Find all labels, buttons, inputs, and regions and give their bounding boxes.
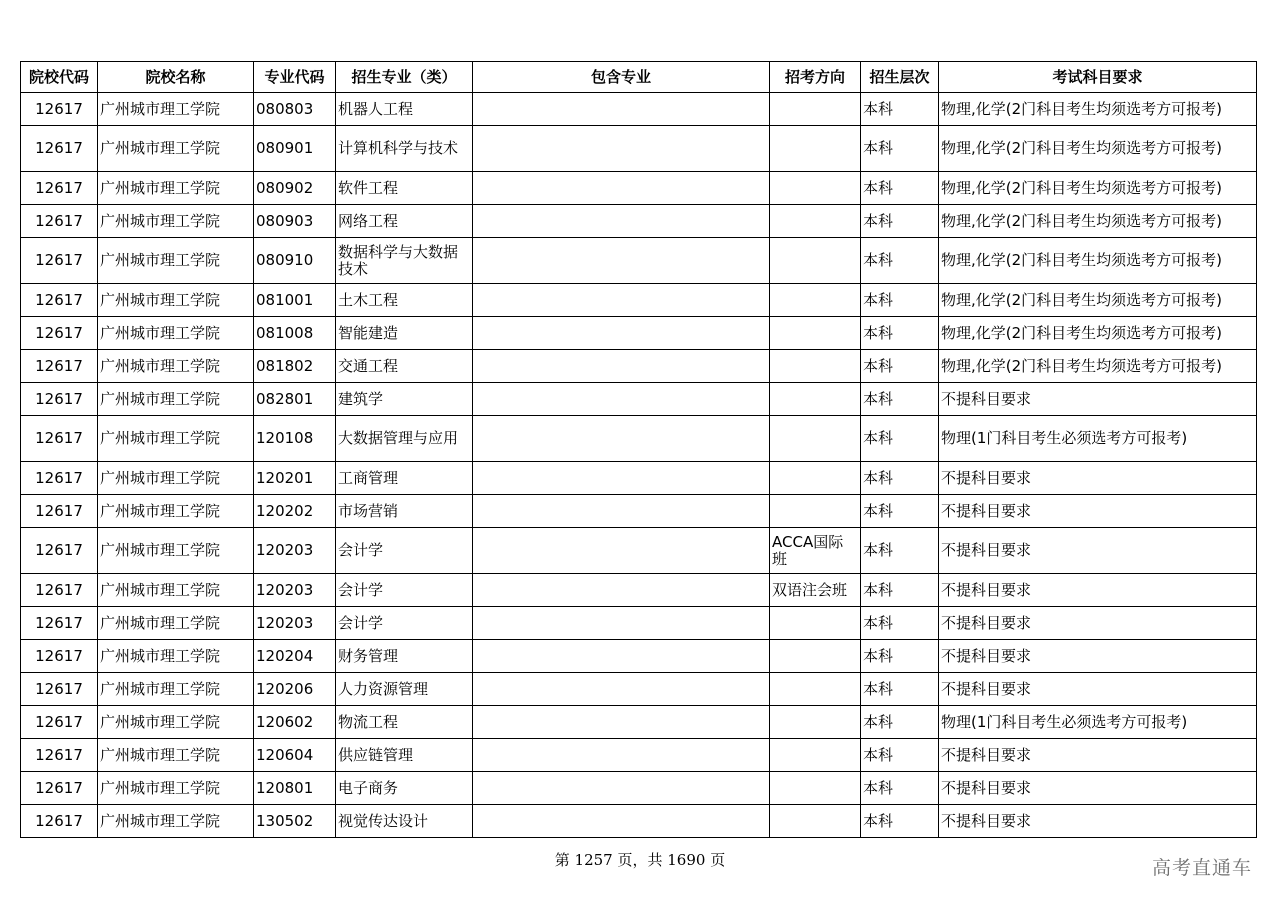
cell-school-name: 广州城市理工学院	[98, 640, 254, 673]
cell-major-code: 081001	[254, 284, 336, 317]
cell-level: 本科	[861, 317, 939, 350]
cell-school-code: 12617	[21, 172, 98, 205]
cell-included-majors	[473, 416, 770, 462]
cell-direction	[770, 706, 861, 739]
cell-major-code: 120203	[254, 574, 336, 607]
table-row	[21, 284, 1257, 317]
cell-included-majors	[473, 383, 770, 416]
cell-school-name: 广州城市理工学院	[98, 416, 254, 462]
cell-major: 财务管理	[336, 640, 473, 673]
table-row	[21, 495, 1257, 528]
cell-included-majors	[473, 495, 770, 528]
cell-major-code: 120204	[254, 640, 336, 673]
cell-included-majors	[473, 805, 770, 838]
table-row	[21, 528, 1257, 574]
cell-major: 会计学	[336, 528, 473, 574]
cell-school-name: 广州城市理工学院	[98, 706, 254, 739]
cell-major: 软件工程	[336, 172, 473, 205]
cell-major-code: 120801	[254, 772, 336, 805]
cell-direction	[770, 238, 861, 284]
cell-direction	[770, 172, 861, 205]
cell-level: 本科	[861, 673, 939, 706]
table-body	[21, 93, 1257, 838]
cell-requirement: 物理(1门科目考生必须选考方可报考)	[939, 706, 1257, 739]
cell-major-code: 080901	[254, 126, 336, 172]
cell-direction	[770, 607, 861, 640]
cell-school-code: 12617	[21, 574, 98, 607]
cell-major-code: 080803	[254, 93, 336, 126]
cell-requirement: 不提科目要求	[939, 673, 1257, 706]
cell-major: 计算机科学与技术	[336, 126, 473, 172]
header-requirement: 考试科目要求	[939, 62, 1257, 93]
cell-included-majors	[473, 350, 770, 383]
cell-school-name: 广州城市理工学院	[98, 574, 254, 607]
cell-level: 本科	[861, 706, 939, 739]
admission-table	[20, 61, 1257, 838]
cell-direction	[770, 284, 861, 317]
cell-major-code: 130502	[254, 805, 336, 838]
cell-school-name: 广州城市理工学院	[98, 284, 254, 317]
cell-level: 本科	[861, 93, 939, 126]
table-row	[21, 172, 1257, 205]
cell-school-code: 12617	[21, 383, 98, 416]
table-row	[21, 673, 1257, 706]
header-included-majors: 包含专业	[473, 62, 770, 93]
cell-school-code: 12617	[21, 205, 98, 238]
cell-school-name: 广州城市理工学院	[98, 172, 254, 205]
cell-major-code: 080910	[254, 238, 336, 284]
cell-level: 本科	[861, 172, 939, 205]
table-row	[21, 350, 1257, 383]
table-row	[21, 574, 1257, 607]
cell-school-name: 广州城市理工学院	[98, 805, 254, 838]
cell-included-majors	[473, 317, 770, 350]
table-row	[21, 706, 1257, 739]
cell-requirement: 不提科目要求	[939, 574, 1257, 607]
cell-direction	[770, 383, 861, 416]
cell-school-name: 广州城市理工学院	[98, 528, 254, 574]
cell-school-code: 12617	[21, 495, 98, 528]
cell-included-majors	[473, 284, 770, 317]
cell-level: 本科	[861, 495, 939, 528]
cell-school-code: 12617	[21, 126, 98, 172]
cell-level: 本科	[861, 416, 939, 462]
cell-school-code: 12617	[21, 462, 98, 495]
cell-included-majors	[473, 739, 770, 772]
cell-level: 本科	[861, 238, 939, 284]
cell-level: 本科	[861, 805, 939, 838]
table-row	[21, 205, 1257, 238]
cell-major: 工商管理	[336, 462, 473, 495]
cell-major: 数据科学与大数据技术	[336, 238, 473, 284]
cell-major: 物流工程	[336, 706, 473, 739]
cell-school-name: 广州城市理工学院	[98, 739, 254, 772]
table-row	[21, 805, 1257, 838]
cell-major-code: 081802	[254, 350, 336, 383]
cell-direction	[770, 640, 861, 673]
cell-direction	[770, 673, 861, 706]
cell-direction: ACCA国际班	[770, 528, 861, 574]
cell-included-majors	[473, 238, 770, 284]
cell-direction	[770, 416, 861, 462]
cell-school-name: 广州城市理工学院	[98, 126, 254, 172]
cell-major-code: 120108	[254, 416, 336, 462]
cell-requirement: 物理(1门科目考生必须选考方可报考)	[939, 416, 1257, 462]
cell-major: 土木工程	[336, 284, 473, 317]
cell-major: 会计学	[336, 574, 473, 607]
cell-major-code: 080903	[254, 205, 336, 238]
header-level: 招生层次	[861, 62, 939, 93]
cell-direction	[770, 126, 861, 172]
cell-direction	[770, 739, 861, 772]
cell-level: 本科	[861, 284, 939, 317]
cell-requirement: 不提科目要求	[939, 462, 1257, 495]
table-row	[21, 383, 1257, 416]
cell-level: 本科	[861, 205, 939, 238]
table-row	[21, 93, 1257, 126]
cell-major: 交通工程	[336, 350, 473, 383]
cell-major: 供应链管理	[336, 739, 473, 772]
cell-major-code: 082801	[254, 383, 336, 416]
table-row	[21, 238, 1257, 284]
cell-level: 本科	[861, 126, 939, 172]
cell-major-code: 120203	[254, 607, 336, 640]
cell-requirement: 不提科目要求	[939, 383, 1257, 416]
cell-level: 本科	[861, 383, 939, 416]
header-major: 招生专业（类）	[336, 62, 473, 93]
table-row	[21, 126, 1257, 172]
cell-school-code: 12617	[21, 416, 98, 462]
cell-school-code: 12617	[21, 706, 98, 739]
cell-major: 市场营销	[336, 495, 473, 528]
cell-level: 本科	[861, 528, 939, 574]
cell-major: 大数据管理与应用	[336, 416, 473, 462]
cell-included-majors	[473, 126, 770, 172]
cell-major: 人力资源管理	[336, 673, 473, 706]
table-row	[21, 640, 1257, 673]
cell-direction	[770, 93, 861, 126]
table-row	[21, 462, 1257, 495]
table-row	[21, 739, 1257, 772]
cell-major: 机器人工程	[336, 93, 473, 126]
cell-school-name: 广州城市理工学院	[98, 495, 254, 528]
cell-major-code: 120203	[254, 528, 336, 574]
header-school-code: 院校代码	[21, 62, 98, 93]
cell-school-name: 广州城市理工学院	[98, 93, 254, 126]
cell-direction	[770, 772, 861, 805]
cell-school-code: 12617	[21, 607, 98, 640]
cell-requirement: 物理,化学(2门科目考生均须选考方可报考)	[939, 350, 1257, 383]
cell-requirement: 不提科目要求	[939, 805, 1257, 838]
cell-level: 本科	[861, 350, 939, 383]
cell-requirement: 物理,化学(2门科目考生均须选考方可报考)	[939, 126, 1257, 172]
cell-requirement: 不提科目要求	[939, 640, 1257, 673]
cell-major-code: 120202	[254, 495, 336, 528]
cell-school-code: 12617	[21, 673, 98, 706]
cell-direction	[770, 317, 861, 350]
cell-school-name: 广州城市理工学院	[98, 673, 254, 706]
page-number: 第 1257 页，共 1690 页	[554, 851, 726, 869]
cell-level: 本科	[861, 772, 939, 805]
cell-included-majors	[473, 172, 770, 205]
watermark-logo-text: 高考直通车	[1151, 857, 1252, 879]
cell-school-code: 12617	[21, 805, 98, 838]
cell-school-name: 广州城市理工学院	[98, 383, 254, 416]
cell-school-code: 12617	[21, 528, 98, 574]
cell-school-name: 广州城市理工学院	[98, 772, 254, 805]
cell-direction	[770, 805, 861, 838]
cell-included-majors	[473, 673, 770, 706]
cell-school-name: 广州城市理工学院	[98, 205, 254, 238]
header-school-name: 院校名称	[98, 62, 254, 93]
cell-major: 建筑学	[336, 383, 473, 416]
table-row	[21, 317, 1257, 350]
cell-school-name: 广州城市理工学院	[98, 462, 254, 495]
cell-school-code: 12617	[21, 772, 98, 805]
cell-school-code: 12617	[21, 739, 98, 772]
cell-school-name: 广州城市理工学院	[98, 317, 254, 350]
cell-school-code: 12617	[21, 284, 98, 317]
table-row	[21, 607, 1257, 640]
cell-major: 会计学	[336, 607, 473, 640]
cell-school-code: 12617	[21, 350, 98, 383]
cell-school-code: 12617	[21, 640, 98, 673]
cell-requirement: 物理,化学(2门科目考生均须选考方可报考)	[939, 238, 1257, 284]
cell-requirement: 不提科目要求	[939, 495, 1257, 528]
header-major-code: 专业代码	[254, 62, 336, 93]
cell-requirement: 物理,化学(2门科目考生均须选考方可报考)	[939, 284, 1257, 317]
cell-major: 电子商务	[336, 772, 473, 805]
cell-level: 本科	[861, 640, 939, 673]
cell-school-code: 12617	[21, 238, 98, 284]
cell-school-name: 广州城市理工学院	[98, 607, 254, 640]
cell-direction	[770, 350, 861, 383]
cell-included-majors	[473, 528, 770, 574]
cell-requirement: 不提科目要求	[939, 739, 1257, 772]
cell-requirement: 物理,化学(2门科目考生均须选考方可报考)	[939, 317, 1257, 350]
cell-requirement: 物理,化学(2门科目考生均须选考方可报考)	[939, 93, 1257, 126]
table-row	[21, 416, 1257, 462]
cell-included-majors	[473, 574, 770, 607]
cell-level: 本科	[861, 574, 939, 607]
cell-included-majors	[473, 93, 770, 126]
cell-level: 本科	[861, 462, 939, 495]
cell-major-code: 120602	[254, 706, 336, 739]
cell-included-majors	[473, 205, 770, 238]
cell-included-majors	[473, 706, 770, 739]
cell-school-name: 广州城市理工学院	[98, 238, 254, 284]
cell-school-code: 12617	[21, 93, 98, 126]
cell-direction	[770, 205, 861, 238]
cell-requirement: 不提科目要求	[939, 528, 1257, 574]
cell-included-majors	[473, 640, 770, 673]
cell-major-code: 080902	[254, 172, 336, 205]
cell-school-name: 广州城市理工学院	[98, 350, 254, 383]
cell-major-code: 120206	[254, 673, 336, 706]
cell-direction: 双语注会班	[770, 574, 861, 607]
cell-included-majors	[473, 772, 770, 805]
cell-requirement: 不提科目要求	[939, 772, 1257, 805]
cell-major: 网络工程	[336, 205, 473, 238]
cell-requirement: 物理,化学(2门科目考生均须选考方可报考)	[939, 172, 1257, 205]
table-header-row	[21, 62, 1257, 93]
cell-major-code: 081008	[254, 317, 336, 350]
cell-level: 本科	[861, 607, 939, 640]
cell-major: 智能建造	[336, 317, 473, 350]
cell-direction	[770, 495, 861, 528]
cell-direction	[770, 462, 861, 495]
cell-school-code: 12617	[21, 317, 98, 350]
cell-included-majors	[473, 607, 770, 640]
table-row	[21, 772, 1257, 805]
cell-major-code: 120604	[254, 739, 336, 772]
cell-major: 视觉传达设计	[336, 805, 473, 838]
header-direction: 招考方向	[770, 62, 861, 93]
cell-level: 本科	[861, 739, 939, 772]
cell-requirement: 物理,化学(2门科目考生均须选考方可报考)	[939, 205, 1257, 238]
cell-included-majors	[473, 462, 770, 495]
cell-major-code: 120201	[254, 462, 336, 495]
cell-requirement: 不提科目要求	[939, 607, 1257, 640]
